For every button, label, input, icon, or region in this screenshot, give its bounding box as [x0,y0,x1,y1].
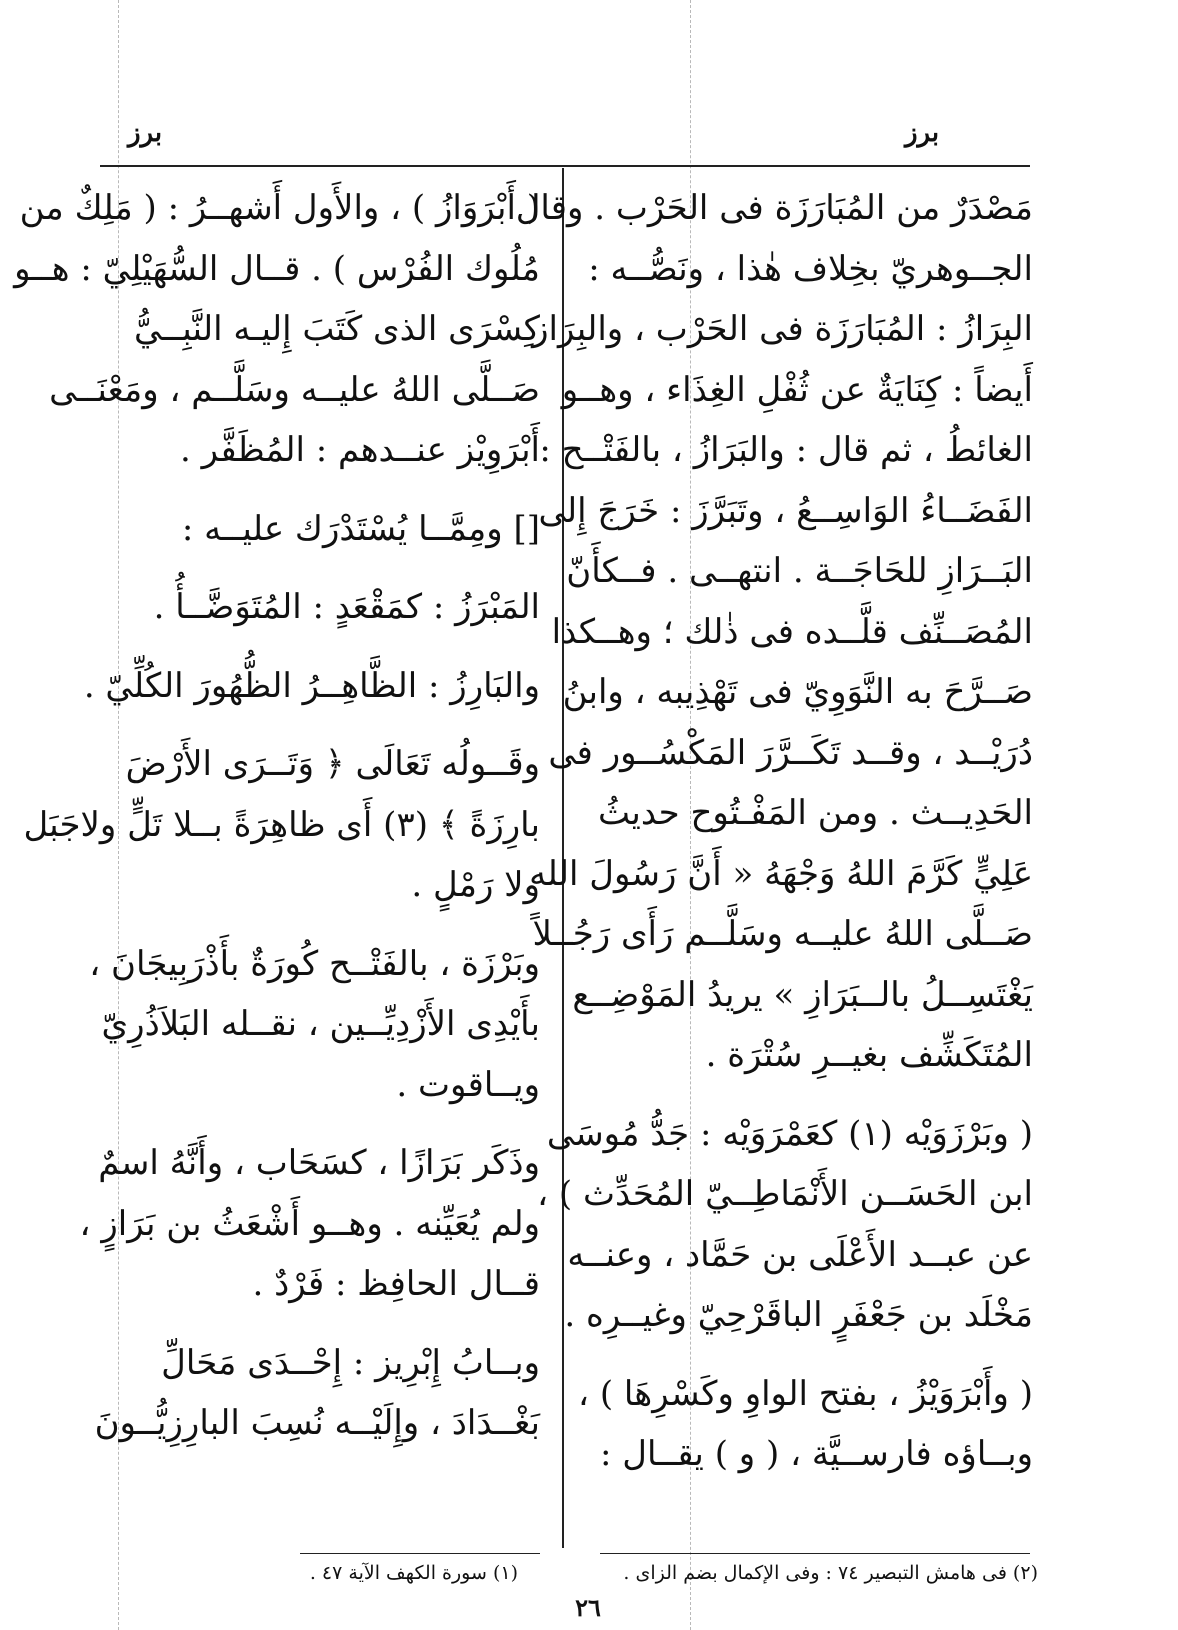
text-line: ابن الحَسَــن الأَنْمَاطِــيّ المُحَدِّث ) ، [537,1174,1033,1214]
text-line: أَبْرَوِيْز عنــدهم : المُظَفَّر . [180,430,540,470]
entry-paragraph [79,1133,540,1315]
text-line: والبَارِزُ : الظَّاهِــرُ الظُّهُورَ الكُلِّيّ . [83,665,540,706]
footnote-rule-left [300,1553,540,1554]
text-line: الفَضَــاءُ الوَاسِــعُ ، وتَبَرَّزَ : خَرَجَ إِلى [538,490,1033,531]
text-line: مُلُوك الفُرْس ) . قــال السُّهَيْلِيّ : هــو [14,248,540,289]
entry-paragraph [515,178,1033,1086]
text-line: ولا رَمْلٍ . [411,865,540,905]
header-rule [100,165,1030,167]
entry-paragraph [100,499,540,560]
entry-paragraph [83,656,540,717]
text-line: ويــاقوت . [396,1064,540,1105]
footnote-right: (٢) فى هامش التبصير ٧٤ : وفى الإكمال بضم الزاى . [623,1562,1038,1584]
text-line: صَــلَّى اللهُ عليــه وسَلَّــم ، ومَعْنَــى [49,369,540,410]
text-line: صَــلَّى اللهُ عليــه وسَلَّــم رَأَى رَجُــلاً [532,914,1033,954]
text-line: عَلِيٍّ كَرَّمَ اللهُ وَجْهَهُ « أَنَّ رَسُولَ الله [529,853,1033,894]
entry-paragraph [100,577,540,638]
text-line: وذَكَر بَرَازًا ، كسَحَاب ، وأَنَّهُ اسمٌ [98,1143,540,1183]
entry-paragraph [14,178,540,481]
text-line: البِرَازُ : المُبَارَزَة فى الحَرْب ، والبِرَاز [532,309,1033,349]
entry-paragraph [94,1333,540,1454]
text-line: البَــرَازِ للحَاجَــة . انتهــى . فــكأَنّ [566,551,1033,591]
text-line: بارِزَةً ﴾ (٣) أَى ظاهِرَةً بــلا تَلٍّ ولاجَبَل [23,804,540,845]
running-header-right: برز [905,118,940,148]
footnote-left: (١) سورة الكهف الآية ٤٧ . [309,1562,518,1584]
text-line: مَصْدَرٌ من المُبَارَزَة فى الحَرْب . وقال [515,188,1033,228]
footnote-rule-right [600,1553,1030,1554]
text-line: [] ومِمَّــا يُسْتَدْرَك عليــه : [181,508,540,549]
text-line: أَيضاً : كِنَايَةٌ عن ثُفْلِ الغِذَاء ، وهــو [561,369,1033,410]
entry-paragraph [23,734,540,916]
text-line: ( أَبْرَوَازُ ) ، والأَول أَشهــرُ : ( مَلِكٌ من [19,188,540,228]
text-line: الحَدِيــث . ومن المَفْـتُوح حديثُ [597,793,1033,833]
text-line: المَبْرَزُ : كمَقْعَدٍ : المُتَوَضَّــأُ . [153,587,540,627]
text-line: ( وأَبْرَوَيْزُ ، بفتح الواوِ وكَسْرِهَا ) ، [578,1373,1033,1414]
text-line: كِسْرَى الذى كَتَبَ إِليـه النَّبِــيُّ [133,309,540,349]
text-line: بَغْــدَادَ ، وإِلَيْــه نُسِبَ البارِزِيُّــونَ [94,1403,540,1443]
text-line: الجــوهريّ بخِلاف هٰذا ، ونَصُّــه : [588,248,1033,289]
left-column [14,178,540,1472]
text-line: مَخْلَد بن جَعْفَرٍ الباقَرْحِيّ وغيــرِه . [564,1295,1033,1335]
entry-paragraph [89,934,540,1116]
entry-paragraph [578,1364,1033,1485]
right-column [515,178,1033,1503]
text-line: الغائطُ ، ثم قال : والبَرَازُ ، بالفَتْــح : [539,430,1033,470]
text-line: دُرَيْــد ، وقــد تَكَــرَّرَ المَكْسُــور فى [548,732,1033,773]
entry-paragraph [537,1104,1033,1346]
text-line: ولم يُعَيِّنه . وهــو أَشْعَثُ بن بَرَازٍ ، [79,1203,540,1244]
page-number: ٢٦ [575,1593,601,1622]
text-line: صَــرَّحَ به النَّوَوِيّ فى تَهْذِيبه ، وابنُ [562,672,1033,712]
text-line: قــال الحافِظ : فَرْدٌ . [252,1264,540,1304]
text-line: ( وبَرْزَوَيْه (١) كعَمْرَوَيْه : جَدُّ مُوسَى [546,1113,1033,1154]
text-line: يَغْتَسِــلُ بالــبَرَازِ » يريدُ المَوْضِــع [572,974,1033,1015]
text-line: وبــابُ إِبْرِيز : إِحْــدَى مَحَالِّ [161,1342,540,1383]
running-header-left: برز [128,118,163,148]
text-line: عن عبــد الأَعْلَى بن حَمَّاد ، وعنــه [567,1234,1033,1275]
text-line: المُتَكَشِّف بغيــرِ سُتْرَة . [705,1035,1033,1075]
text-line: وبَرْزَة ، بالفَتْــح كُورَةٌ بأَذْرَبِيجَانَ ، [89,943,540,984]
text-line: بأَيْدِى الأَزْدِيِّــين ، نقــله البَلاَذُرِيّ [101,1004,540,1044]
text-line: المُصَــنِّف قلَّــده فى ذٰلك ؛ وهــكذا [551,611,1033,652]
text-line: وقَــولُه تَعَالَى ﴿ وَتَــرَى الأَرْضَ [125,744,540,784]
text-line: وبــاؤه فارســيَّة ، ( و ) يقــال : [599,1434,1033,1474]
